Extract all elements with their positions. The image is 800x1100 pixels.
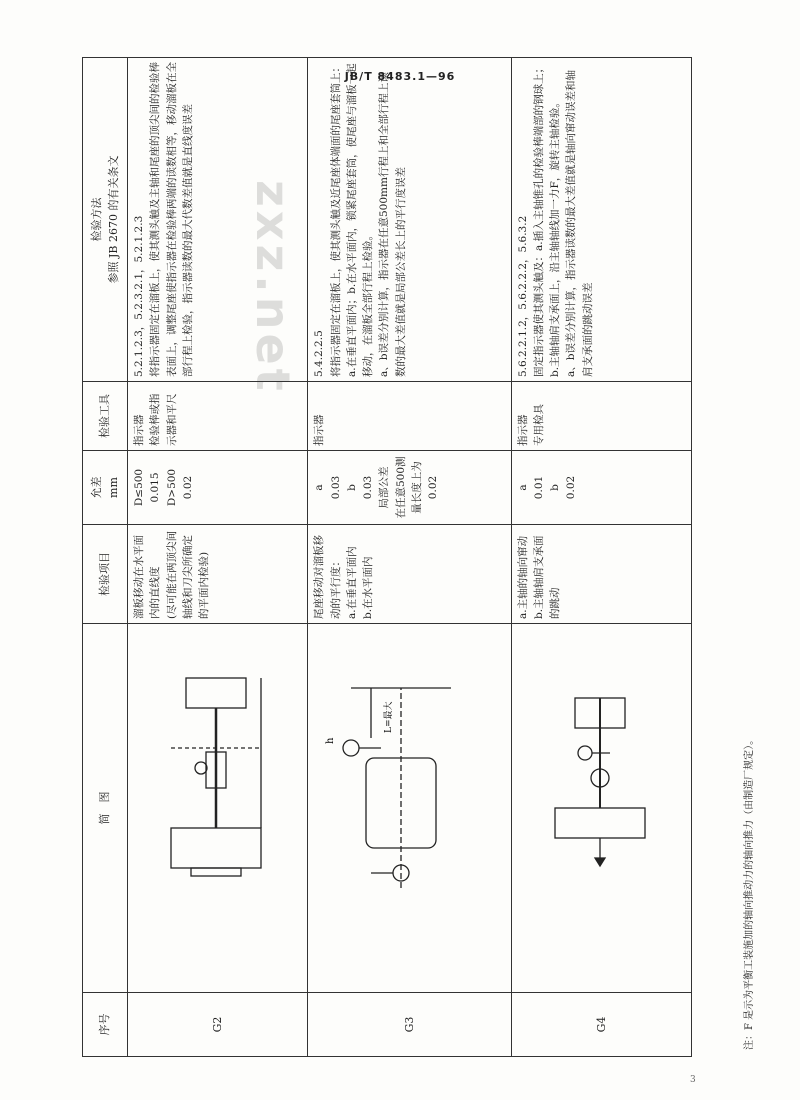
table-header-row bbox=[83, 58, 128, 1057]
figure-g3 bbox=[308, 624, 511, 993]
row-no: G4 bbox=[511, 993, 691, 1057]
tool-g2: 指示器 检验棒或指示器和平尺 bbox=[128, 382, 308, 451]
page-number: 3 bbox=[690, 1075, 696, 1085]
item-g3: 尾座移动对溜板移动的平行度： a.在垂直平面内 b.在水平面内 bbox=[308, 525, 511, 624]
table-row bbox=[511, 58, 691, 1057]
header-item: 检验项目 bbox=[83, 525, 128, 624]
row-no: G2 bbox=[128, 993, 308, 1057]
spindle-runout-diagram bbox=[515, 638, 665, 988]
label-l-max: L=最大 bbox=[384, 701, 395, 733]
tool-g3: 指示器 bbox=[308, 382, 511, 451]
figure-g4 bbox=[511, 624, 691, 993]
header-no: 序号 bbox=[83, 993, 128, 1057]
watermark-text: zxz.net bbox=[246, 180, 300, 395]
figure-g2 bbox=[128, 624, 308, 993]
header-figure: 简 图 bbox=[83, 624, 128, 993]
method-g2: 5.2.1.2.3，5.2.3.2.1，5.2.1.2.3 将指示器固定在溜板上，使其测头触及主轴和尾座的顶尖间的检验棒表面上，调整尾座使指示器在检验棒两端的读数相等，移动溜板在全部行程上检验，指示器读数的最大代数差值就是直线度误差 bbox=[128, 58, 308, 382]
tolerance-g4: a 0.01 b 0.02 bbox=[511, 451, 691, 525]
header-method: 检验方法 参照 JB 2670 的有关条文 bbox=[83, 58, 128, 382]
tolerance-g2: D≤500 0.015 D>500 0.02 bbox=[128, 451, 308, 525]
row-no: G3 bbox=[308, 993, 511, 1057]
standard-code-header: JB/T 8483.1—96 bbox=[344, 70, 456, 83]
item-g2: 溜板移动在水平面内的直线度 (尽可能在两顶尖间轴线和刀尖所确定的平面内检验) bbox=[128, 525, 308, 624]
item-g4: a.主轴的轴向窜动 b.主轴轴肩支承面的跳动 bbox=[511, 525, 691, 624]
lathe-straightness-diagram bbox=[131, 638, 281, 988]
inspection-table bbox=[82, 57, 692, 1057]
table-row bbox=[308, 58, 511, 1057]
footnote: 注：F 是示为平衡工装施加的轴向推动力的轴向推力（由制造厂规定）。 bbox=[744, 734, 755, 1050]
header-tolerance: 允差 mm bbox=[83, 451, 128, 525]
header-tool: 检验工具 bbox=[83, 382, 128, 451]
label-h: h bbox=[325, 737, 337, 744]
method-g4: 5.6.2.2.1.2，5.6.2.2.2，5.6.3.2 固定指示器使其测头触及：a.插入主轴锥孔的检验棒端部的钢球上；b.主轴轴肩支承面上，沿主轴轴线加一力F，旋转主轴检验。 a、b误差分别计算，指示器读数的最大差值就是轴向窜动误差和轴肩支承面的跳动误差 bbox=[511, 58, 691, 382]
tolerance-g3: a 0.03 b 0.03 局部公差 在任意500测量长度上为 0.02 bbox=[308, 451, 511, 525]
tool-g4: 指示器 专用检具 bbox=[511, 382, 691, 451]
method-g3: 5.4.2.2.5 将指示器固定在溜板上，使其测头触及近尾座体端面的尾座套筒上：a.在垂直平面内；b.在水平面内，锁紧尾座套筒，使尾座与溜板一起移动，在溜板全部行程上检验。 a、b误差分别计算，指示器在任意500mm行程上和全部行程上读数的最大差值就是局部公差长上的平行度误差 bbox=[308, 58, 511, 382]
table-row bbox=[128, 58, 308, 1057]
tailstock-parallelism-diagram bbox=[311, 638, 481, 988]
